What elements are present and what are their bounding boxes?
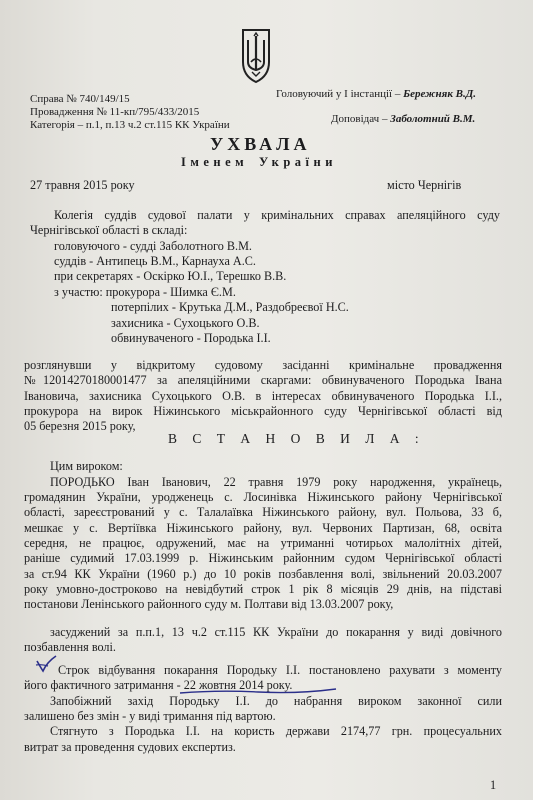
body-line: Колегія суддів судової палати у кримінальних справах апеляційного суду (54, 208, 500, 222)
body-line: розглянувши у відкритому судовому засіданні кримінальне провадження (24, 358, 502, 372)
coat-of-arms-icon (237, 26, 275, 84)
body-line: потерпілих - Крутька Д.М., Раздобреєвої Н.С. (111, 300, 349, 314)
body-line: засуджений за п.п.1, 13 ч.2 ст.115 КК України до покарання у виді довічного (50, 625, 502, 639)
body-line: захисника - Сухоцького О.В. (111, 316, 260, 330)
presiding-label: Головуючий у I інстанції – (276, 88, 401, 100)
body-line: Строк відбування покарання Породьку І.І. постановлено рахувати з моменту (58, 663, 502, 677)
body-line: №12014270180001477 за апеляційними скаргами: обвинуваченого Породька Івана (24, 373, 502, 387)
body-line: 05 березня 2015 року, (24, 419, 136, 433)
presiding-name: Бережняк В.Д. (403, 88, 477, 100)
presiding-first-instance (276, 88, 476, 100)
body-line: області, зареєстрований у с. Талалаївка Ніжинського району, вул. Польова, 33 б, (24, 505, 502, 519)
case-number: Справа № 740/149/15 (30, 93, 130, 105)
body-line: прокурора на вирок Ніжинського міськрайонного суду Чернігівської області від (24, 404, 502, 418)
body-line: з участю: прокурора - Шимка Є.М. (54, 285, 236, 299)
established-heading: В С Т А Н О В И Л А : (168, 431, 425, 446)
body-line: обвинуваченого - Породька І.І. (111, 331, 271, 345)
body-line: ПОРОДЬКО Іван Іванович, 22 травня 1979 року народження, українець, (50, 475, 502, 489)
body-line: суддів - Антипець В.М., Карнауха А.С. (54, 254, 256, 268)
body-line: позбавлення волі. (24, 640, 116, 654)
body-line: Запобіжний захід Породьку І.І. до набрання вироком законної сили (50, 694, 502, 708)
body-line: Цим вироком: (50, 459, 123, 473)
body-line: громадянин України, уродженець с. Лосинівка Ніжинського району Чернігівської (24, 490, 502, 504)
decision-date: 27 травня 2015 року (30, 178, 135, 192)
body-line: постанови Ленінського районного суду м. Полтави від 13.03.2007 року, (24, 597, 394, 611)
title-subtitle-right: України (259, 155, 337, 169)
reporter (331, 113, 475, 125)
reporter-name: Заболотний В.М. (390, 113, 476, 125)
category: Категорія – п.1, п.13 ч.2 ст.115 КК України (30, 119, 230, 131)
body-line: середня, не працює, одружений, має на утриманні чотирьох малолітніх дітей, (24, 536, 502, 550)
title-subtitle-left: Іменем (181, 155, 249, 169)
body-line: за ст.94 КК України (1960 р.) до 10 років позбавлення волі, звільнений 20.03.2007 (24, 567, 502, 581)
body-line: витрат за проведення судових експертиз. (24, 740, 236, 754)
body-line: Івановича, захисника Сухоцького О.В. в інтересах обвинуваченого Породька І.І., (24, 389, 502, 403)
handwritten-checkmark-icon (34, 652, 58, 676)
body-line: головуючого - судді Заболотного В.М. (54, 239, 252, 253)
body-line: при секретарях - Оскірко Ю.І., Терешко В.В. (54, 269, 287, 283)
body-line: Стягнуто з Породька І.І. на користь держави 2174,77 грн. процесуальних (50, 724, 502, 738)
body-line: мешкає у с. Вертіївка Ніжинського району, вул. Червоних Партизан, 68, освіта (24, 521, 502, 535)
body-line: його фактичного затримання - 22 жовтня 2014 року. (24, 678, 293, 692)
decision-city: місто Чернігів (387, 178, 462, 192)
body-line: року умовно-достроково на невідбутий строк 1 рік 8 місяців 29 днів, на підставі (24, 582, 502, 596)
page-number: 1 (490, 778, 497, 792)
body-line: Чернігівської області в складі: (30, 223, 188, 237)
body-line: раніше судимий 17.03.1999 р. Ніжинським районним судом Чернігівської області (24, 551, 502, 565)
proceeding-number: Провадження № 11-кп/795/433/2015 (30, 106, 200, 118)
document-title: УХВАЛА (210, 134, 311, 154)
body-line: залишено без змін - у виді тримання під вартою. (24, 709, 276, 723)
reporter-label: Доповідач – (331, 113, 388, 125)
